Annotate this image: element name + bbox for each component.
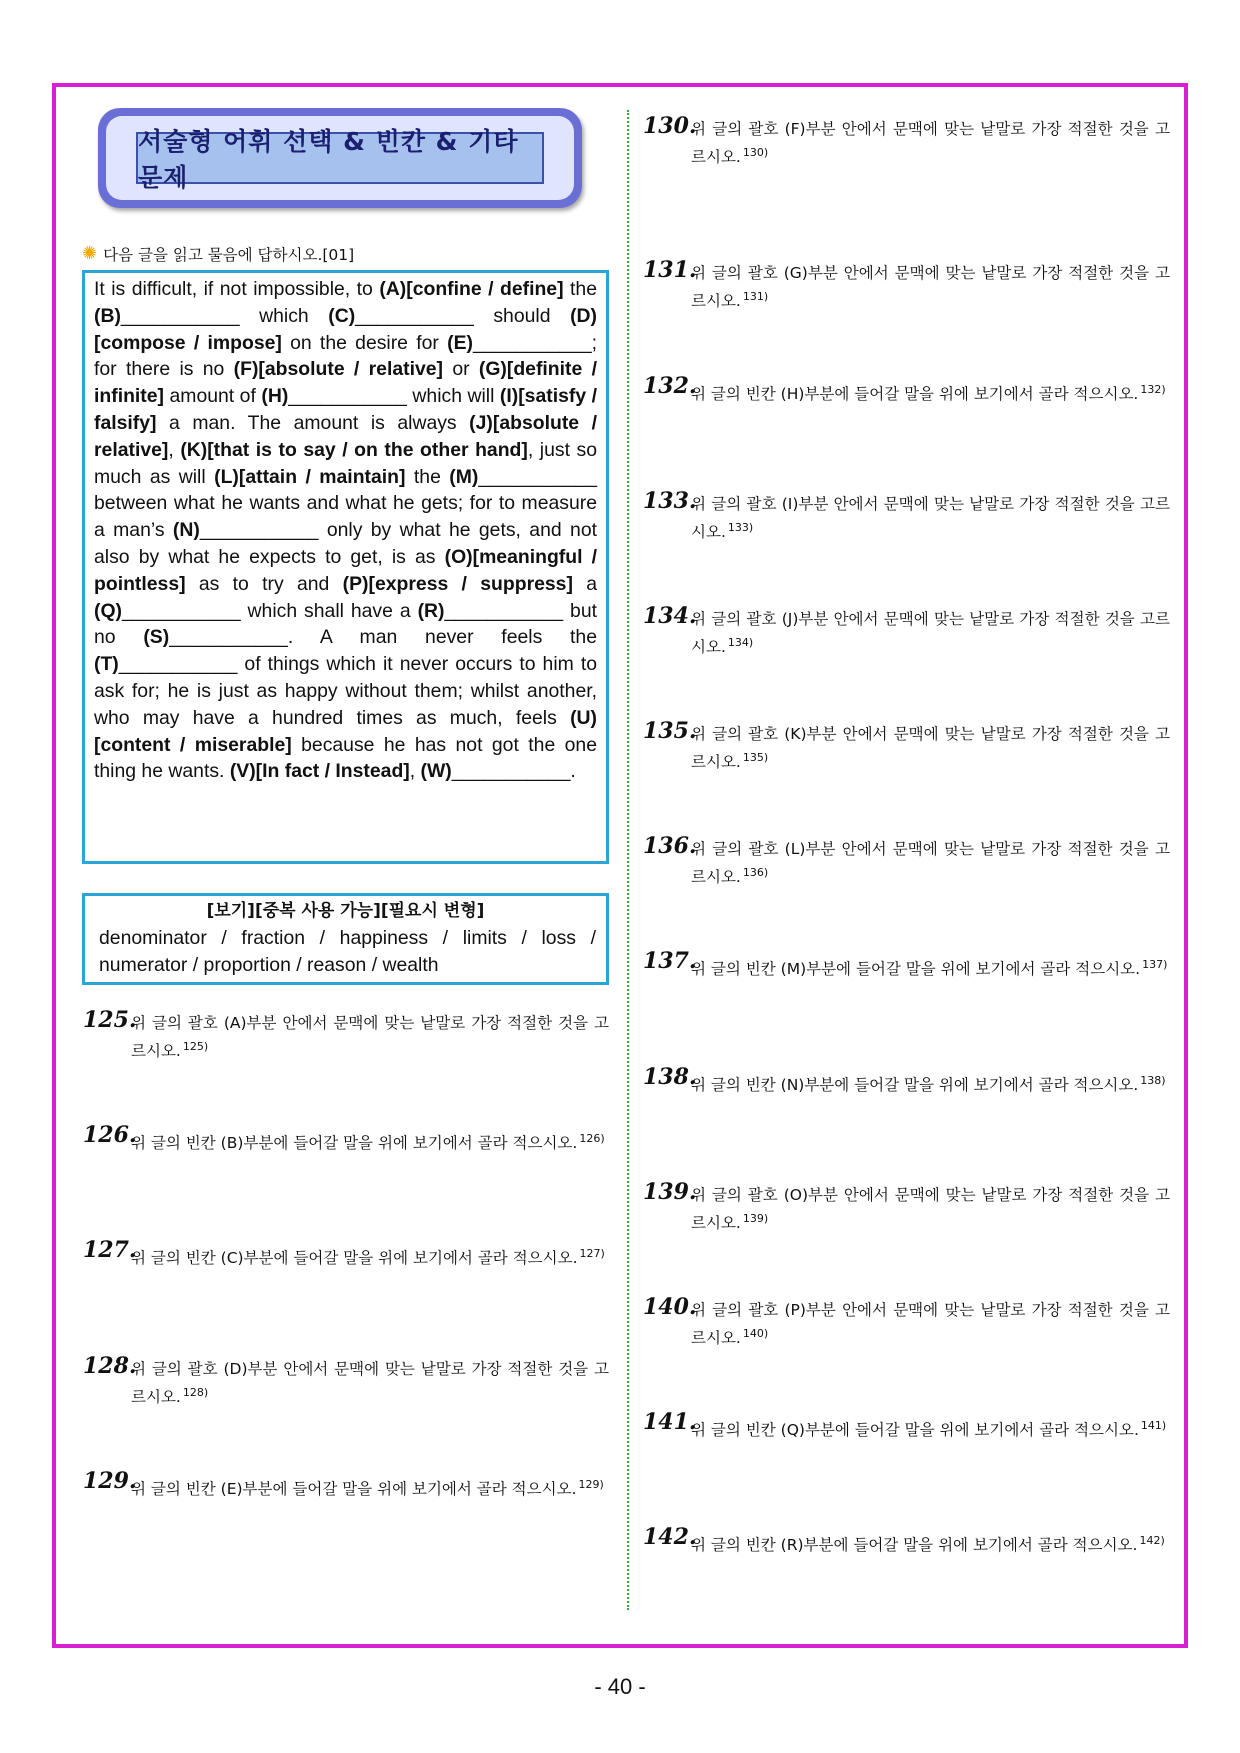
passage-choice: (D)[compose / impose] [94,304,597,354]
question-item [83,1468,609,1501]
question-text: 위 글의 괄호 (I)부분 안에서 문맥에 맞는 낱말로 가장 적절한 것을 고르시오. [691,495,1170,542]
question-number: 135. [643,718,697,744]
question-text: 위 글의 괄호 (L)부분 안에서 문맥에 맞는 낱말로 가장 적절한 것을 고르시오. [691,840,1170,887]
passage-choice: (W) [420,760,452,783]
question-number: 134. [643,603,697,629]
question-number: 138. [643,1064,697,1090]
passage-text: ___________. A man never feels the [169,626,597,649]
footnote-ref: 130) [742,146,769,159]
footnote-ref: 135) [742,751,769,764]
passage-choice: (I)[satisfy / falsify] [94,385,597,434]
question-item [83,1007,609,1063]
passage-text: or [443,358,479,381]
question-text: 위 글의 빈칸 (R)부분에 들어갈 말을 위에 보기에서 골라 적으시오. [691,1536,1138,1555]
question-number: 131. [643,257,697,283]
question-item [643,373,1170,406]
footnote-ref: 137) [1142,958,1168,971]
passage-text: ___________ but no [94,599,597,649]
question-text: 위 글의 빈칸 (M)부분에 들어갈 말을 위에 보기에서 골라 적으시오. [691,960,1141,979]
question-item [643,257,1170,313]
question-text: 위 글의 괄호 (P)부분 안에서 문맥에 맞는 낱말로 가장 적절한 것을 고르시오. [691,1301,1170,1348]
question-text: 위 글의 괄호 (F)부분 안에서 문맥에 맞는 낱말로 가장 적절한 것을 고르시오. [691,120,1170,167]
question-text: 위 글의 괄호 (G)부분 안에서 문맥에 맞는 낱말로 가장 적절한 것을 고르시오. [691,264,1170,311]
question-number: 137. [643,948,697,974]
passage-choice: (J)[absolute / relative] [94,411,597,461]
passage-choice: (B) [94,304,121,327]
question-number: 126. [83,1122,137,1148]
footnote-ref: 140) [742,1327,769,1340]
question-text: 위 글의 괄호 (O)부분 안에서 문맥에 맞는 낱말로 가장 적절한 것을 고르시오. [691,1186,1170,1233]
passage-text: ___________ between what he wants and what he gets; for to measure a man’s [94,465,597,542]
question-text: 위 글의 괄호 (K)부분 안에서 문맥에 맞는 낱말로 가장 적절한 것을 고르시오. [691,725,1170,772]
footnote-ref: 134) [727,636,754,649]
footnote-ref: 138) [1140,1074,1166,1087]
footnote-ref: 129) [578,1478,604,1491]
question-item [83,1122,609,1155]
question-item [643,1409,1170,1442]
question-item [643,1524,1170,1557]
question-number: 141. [643,1409,697,1435]
question-item [643,1064,1170,1097]
passage-choice: (U)[content / miserable] [94,706,597,756]
passage-choice: (A)[confine / define] [379,278,564,300]
passage-text: ___________ which shall have a [122,599,418,622]
passage-text: It is difficult, if not impossible, to [94,278,380,300]
passage-text: ___________. [451,760,576,783]
instruction-line [82,243,354,265]
passage-text: ___________ which will [288,385,500,408]
footnote-ref: 142) [1139,1534,1165,1547]
section-title-badge [98,108,582,208]
word-bank-box [82,893,609,985]
passage-choice: (R) [417,599,445,622]
question-number: 140. [643,1294,697,1320]
question-item [83,1353,609,1409]
passage-choice: (T) [94,653,119,676]
question-number: 139. [643,1179,697,1205]
title-badge-inner [106,116,574,200]
question-text: 위 글의 빈칸 (E)부분에 들어갈 말을 위에 보기에서 골라 적으시오. [131,1480,577,1499]
passage-choice: (F)[absolute / relative] [233,358,443,381]
passage-choice: (N) [172,519,200,542]
passage-choice: (M) [449,465,479,488]
passage-choice: (O)[meaningful / pointless] [94,545,598,595]
question-number: 136. [643,833,697,859]
reading-passage [82,270,609,864]
passage-choice: (C) [328,304,356,327]
question-number: 132. [643,373,697,399]
question-text: 위 글의 빈칸 (C)부분에 들어갈 말을 위에 보기에서 골라 적으시오. [131,1249,578,1268]
passage-text: because he has not got the one thing he wants. [94,733,597,783]
question-text: 위 글의 괄호 (D)부분 안에서 문맥에 맞는 낱말로 가장 적절한 것을 고르시오. [131,1360,609,1407]
question-item [643,948,1170,981]
passage-text: the [405,465,450,488]
footnote-ref: 141) [1140,1419,1167,1432]
question-item [643,113,1170,169]
question-number: 128. [83,1353,137,1379]
footnote-ref: 127) [579,1247,605,1260]
question-item [643,488,1170,544]
column-divider [627,110,629,1610]
page-number: - 40 - [594,1674,646,1699]
footnote-ref: 133) [727,521,754,534]
passage-text: on the desire for [281,331,448,354]
passage-choice: (S) [143,626,170,649]
passage-text: ___________ which [120,304,329,327]
question-item [643,1179,1170,1235]
footnote-ref: 128) [182,1386,209,1399]
question-item [643,1294,1170,1350]
passage-choice: (Q) [94,599,122,622]
passage-text: , just so much as will [94,438,597,488]
question-number: 125. [83,1007,137,1033]
footnote-ref: 136) [742,866,769,879]
passage-text: ___________; for there is no [94,331,597,381]
question-text: 위 글의 빈칸 (H)부분에 들어갈 말을 위에 보기에서 골라 적으시오. [691,385,1139,404]
passage-choice: (H) [261,385,289,408]
question-number: 133. [643,488,697,514]
passage-choice: (V)[In fact / Instead] [229,760,410,783]
passage-text: , [168,438,181,461]
question-text: 위 글의 괄호 (J)부분 안에서 문맥에 맞는 낱말로 가장 적절한 것을 고르시오. [691,610,1170,657]
passage-text: , [409,760,421,783]
passage-text: as to try and [185,572,343,595]
passage-choice: (L)[attain / maintain] [214,465,406,488]
passage-text: ___________ only by what he gets, and not also by what he expects to get, is as [94,519,597,568]
question-item [643,833,1170,889]
footnote-ref: 126) [579,1132,605,1145]
passage-text: amount of [164,385,262,408]
passage-text: ___________ of things which it never occurs to him to ask for; he is just as happy without them; whilst another, who may have a hundred times as much, feels [94,653,597,729]
passage-choice: (E) [447,331,473,354]
section-title: 서술형 어휘 선택 & 빈칸 & 기타 문제 [136,132,544,184]
question-number: 142. [643,1524,697,1550]
flower-bullet-icon: ✺ [82,243,98,264]
passage-choice: (P)[express / suppress] [342,572,573,595]
passage-choice: (G)[definite / infinite] [94,358,597,408]
footnote-ref: 131) [742,290,769,303]
passage-text: a [572,572,598,595]
passage-text: ___________ should [355,304,571,327]
footnote-ref: 132) [1140,383,1166,396]
question-item [643,718,1170,774]
passage-choice: (K)[that is to say / on the other hand] [180,438,528,461]
question-text: 위 글의 빈칸 (Q)부분에 들어갈 말을 위에 보기에서 골라 적으시오. [691,1421,1139,1440]
instruction-text: 다음 글을 읽고 물음에 답하시오.[01] [103,246,355,264]
footnote-ref: 125) [182,1040,209,1053]
word-bank-words: denominator / fraction / happiness / limits / loss / numerator / proportion / reason / wealth [99,927,596,976]
passage-text: a man. The amount is always [156,411,470,434]
passage-text: the [563,278,597,300]
question-text: 위 글의 빈칸 (B)부분에 들어갈 말을 위에 보기에서 골라 적으시오. [131,1134,578,1153]
word-bank-title: [보기][중복 사용 가능][필요시 변형] [206,901,485,921]
question-item [643,603,1170,659]
question-number: 130. [643,113,697,139]
question-text: 위 글의 괄호 (A)부분 안에서 문맥에 맞는 낱말로 가장 적절한 것을 고르시오. [131,1014,609,1061]
question-text: 위 글의 빈칸 (N)부분에 들어갈 말을 위에 보기에서 골라 적으시오. [691,1076,1139,1095]
question-item [83,1237,609,1270]
footnote-ref: 139) [742,1212,769,1225]
question-number: 129. [83,1468,137,1494]
question-number: 127. [83,1237,137,1263]
